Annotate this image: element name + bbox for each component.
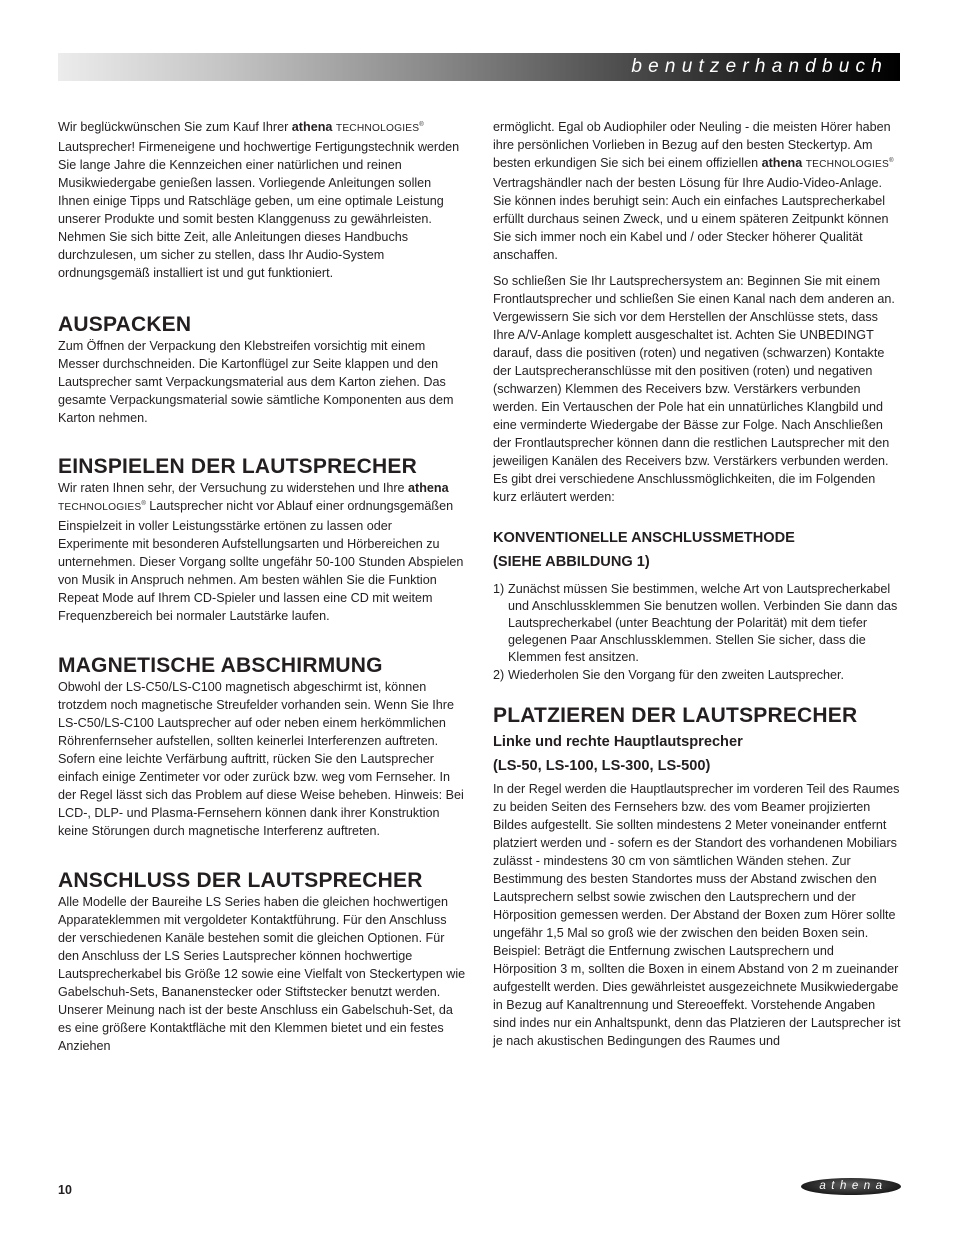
brand-name: athena	[761, 156, 803, 170]
anschluss-text: Alle Modelle der Baureihe LS Series haben die gleichen hochwertigen Apparateklemmen mit vergoldeter Kontaktführung. Für den Anschluss der verschiedenen Kanäle bestehen somit die gleichen Optionen. Für den Anschluss der LS Series Lautsprecher können hochwertige Lautsprecherkabel bis Größe 12 sowie eine Vielfalt von Steckertypen wie Gabelschuh-Sets, Bananenstecker oder Stiftstecker benutzt werden. Unserer Meinung nach ist der beste Anschluss ein Gabelschuh-Set, da es eine größere Kontaktfläche mit den Klemmen bietet und ein festes Anziehen	[58, 895, 466, 1053]
step-text: Zunächst müssen Sie bestimmen, welche Art von Lautsprecherkabel und Anschlussklemmen Sie benutzen wollen. Verbinden Sie dann das Lautsprecherkabel (unter Beachtung der Polarität) mit dem tiefer gelegenen Paar Anschlussklemmen. Stellen Sie sicher, dass die Klemmen fest ansitzen.	[508, 582, 898, 664]
platzieren-text: In der Regel werden die Hauptlautsprecher im vorderen Teil des Raumes zu beiden Seiten des Fernsehers bzw. des vom Beamer projizierten Bildes aufgestellt. Sie sollten mindestens 2 Meter voneinander entfernt platziert werden und - sofern es der Standort des vorhandenen Mobiliars zulässt - mindestens 30 cm von sämtlichen Wänden stehen. Zur Bestimmung des besten Standortes muss der Abstand zwischen den Lautsprechern selbst sowie zwischen den Lautsprechern und der Hörposition gemessen werden. Der Abstand der Boxen zum Hörer sollte ungefähr 1,5 Mal so groß wie der zwischen den beiden Boxen sein. Beispiel: Beträgt die Entfernung zwischen Lautsprechern und Hörposition 3 m, sollten die Boxen in einem Abstand von 2 m zueinander aufgestellt werden. Dies gewährleistet ausgezeichnete Musikwiedergabe in Bezug auf Kanaltrennung und Stereoeffekt. Vorstehende Angaben sind indes nur ein Anhaltspunkt, denn das Platzieren der Lautsprecher ist je nach akustischen Bedingungen des Raumes und	[493, 782, 901, 1048]
subheading-hauptlautsprecher	[493, 730, 901, 778]
anschluss-text-2: So schließen Sie Ihr Lautsprechersystem an: Beginnen Sie mit einem Frontlautsprecher und schließen Sie einen Kanal nach dem anderen an. Vergewissern Sie sich vor dem Herstellen der Anschlüsse stets, dass Ihre A/V-Anlage komplett ausgeschaltet ist. Achten Sie UNBEDINGT darauf, dass die positiven (roten) und negativen (schwarzen) Kontakte der Lautsprecheranschlüsse mit den positiven (roten) und negativen (schwarzen) Klemmen des Receivers bzw. Verstärkers verbunden werden. Ein Vertauschen der Pole hat ein unnatürliches Klangbild und eine verminderte Wiedergabe der Bässe zur Folge. Nach Anschließen der Frontlautsprecher können dann die restlichen Lautsprecher mit den jeweiligen Kanälen des Receivers bzw. Verstärkers verbunden werden. Es gibt drei verschiedene Anschlussmöglichkeiten, die im Folgenden kurz erläutert werden:	[493, 274, 895, 504]
subheading-line2: (LS-50, LS-100, LS-300, LS-500)	[493, 758, 711, 774]
header-bar	[58, 53, 900, 81]
heading-konventionell	[493, 526, 901, 574]
brand-tech: TECHNOLOGIES	[805, 159, 890, 170]
einspielen-text-end: Lautsprecher nicht vor Ablauf einer ordnungsgemäßen Einspielzeit in voller Leistungsstärke ertönen zu lassen oder Experimente mit besonderen Aufstellungsarten und Hörbereichen zu unternehmen. Dieser Vorgang sollte ungefähr 50-100 Stunden Abspielen von Musik in Anspruch nehmen. Am besten wählen Sie die Funktion Repeat Mode auf Ihrem CD-Spieler und lassen eine CD mit weitem Frequenzbereich bei normaler Lautstärke laufen.	[58, 499, 464, 623]
steps-list	[493, 581, 901, 684]
step-text: Wiederholen Sie den Vorgang für den zweiten Lautsprecher.	[508, 668, 845, 682]
registered-mark: ®	[419, 122, 424, 128]
page-number: 10	[58, 1183, 72, 1197]
intro-text-start: Wir beglückwünschen Sie zum Kauf Ihrer	[58, 120, 292, 134]
step-number: 2)	[493, 668, 505, 682]
intro-paragraph	[58, 118, 466, 282]
brand-name: athena	[291, 120, 333, 134]
brand-tech: TECHNOLOGIES	[58, 502, 142, 513]
list-item	[493, 581, 901, 666]
registered-mark: ®	[889, 158, 894, 164]
brand-name: athena	[408, 481, 449, 495]
heading-einspielen: EINSPIELEN DER LAUTSPRECHER	[58, 455, 417, 478]
list-item	[493, 667, 901, 684]
anschluss-cont-start: ermöglicht. Egal ob Audiophiler oder Neuling - die meisten Hörer haben ihre persönlichen Vorlieben in Bezug auf den besten Steckertyp. Am besten erkundigen Sie sich bei einem offiziellen	[493, 120, 891, 170]
auspacken-text: Zum Öffnen der Verpackung den Klebstreifen vorsichtig mit einem Messer durchschneiden. Die Kartonflügel zur Seite klappen und den Lautsprecher samt Verpackungsmaterial aus dem Karton ziehen. Das gesamte Verpackungsmaterial sowie sämtliche Komponenten aus dem Karton nehmen.	[58, 339, 454, 425]
step-number: 1)	[493, 582, 505, 596]
right-column	[493, 118, 901, 1050]
registered-mark: ®	[141, 501, 146, 507]
subheading-line1: Linke und rechte Hauptlautsprecher	[493, 734, 743, 750]
heading-konventionell-line2: (SIEHE ABBILDUNG 1)	[493, 554, 650, 570]
heading-magnetisch: MAGNETISCHE ABSCHIRMUNG	[58, 654, 383, 677]
magnetisch-text: Obwohl der LS-C50/LS-C100 magnetisch abgeschirmt ist, können trotzdem noch magnetische Streufelder vorhanden sein. Wenn Sie Ihre LS-C50/LS-C100 Lautsprecher auf oder neben einem herkömmlichen Röhrenfernseher aufstellen, sollten keinerlei Interferenzen auftreten. Sofern eine leichte Verfärbung auftritt, rücken Sie den Lautsprecher einfach einige Zentimeter vor oder zurück bzw. weg vom Fernseher. In der Regel lässt sich das Problem auf diese Weise beheben. Hinweis: Bei LCD-, DLP- und Plasma-Fernsehern können dank ihrer Konstruktion keine Störungen durch magnetische Interferenz auftreten.	[58, 680, 464, 838]
header-title: benutzerhandbuch	[631, 56, 888, 77]
anschluss-cont-end: Vertragshändler nach der besten Lösung für Ihre Audio-Video-Anlage. Sie können indes beruhigt sein: Auch ein einfaches Lautsprecherkabel erfüllt durchaus seinen Zweck, und u einem späteren Zeitpunkt können Sie sich immer noch ein Kabel und / oder Stecker höherer Qualität anschaffen.	[493, 176, 889, 262]
intro-text-end: Lautsprecher! Firmeneigene und hochwertige Fertigungstechnik werden Sie lange Jahre die Kennzeichen einer natürlichen und reinen Musikwiedergabe genießen lassen. Vorliegende Anleitungen sollen Ihnen einige Tipps und Ratschläge geben, um eine optimale Leistung unserer Produkte und somit besten Klanggenuss zu gewährleisten. Nehmen Sie sich bitte Zeit, alle Anleitungen dieses Handbuchs durchzulesen, um sicher zu stellen, dass Ihr Audio-System ordnungsgemäß installiert ist und gut funktioniert.	[58, 140, 460, 280]
heading-auspacken: AUSPACKEN	[58, 313, 192, 336]
einspielen-text-start: Wir raten Ihnen sehr, der Versuchung zu widerstehen und Ihre	[58, 481, 409, 495]
heading-anschluss: ANSCHLUSS DER LAUTSPRECHER	[58, 869, 423, 892]
heading-konventionell-line1: KONVENTIONELLE ANSCHLUSSMETHODE	[493, 530, 795, 546]
einspielen-text	[58, 479, 466, 625]
brand-tech: TECHNOLOGIES	[335, 123, 420, 134]
left-column	[58, 118, 466, 1055]
heading-platzieren: PLATZIEREN DER LAUTSPRECHER	[493, 704, 858, 727]
anschluss-text-continued	[493, 118, 901, 264]
athena-logo: athena	[801, 1178, 901, 1195]
